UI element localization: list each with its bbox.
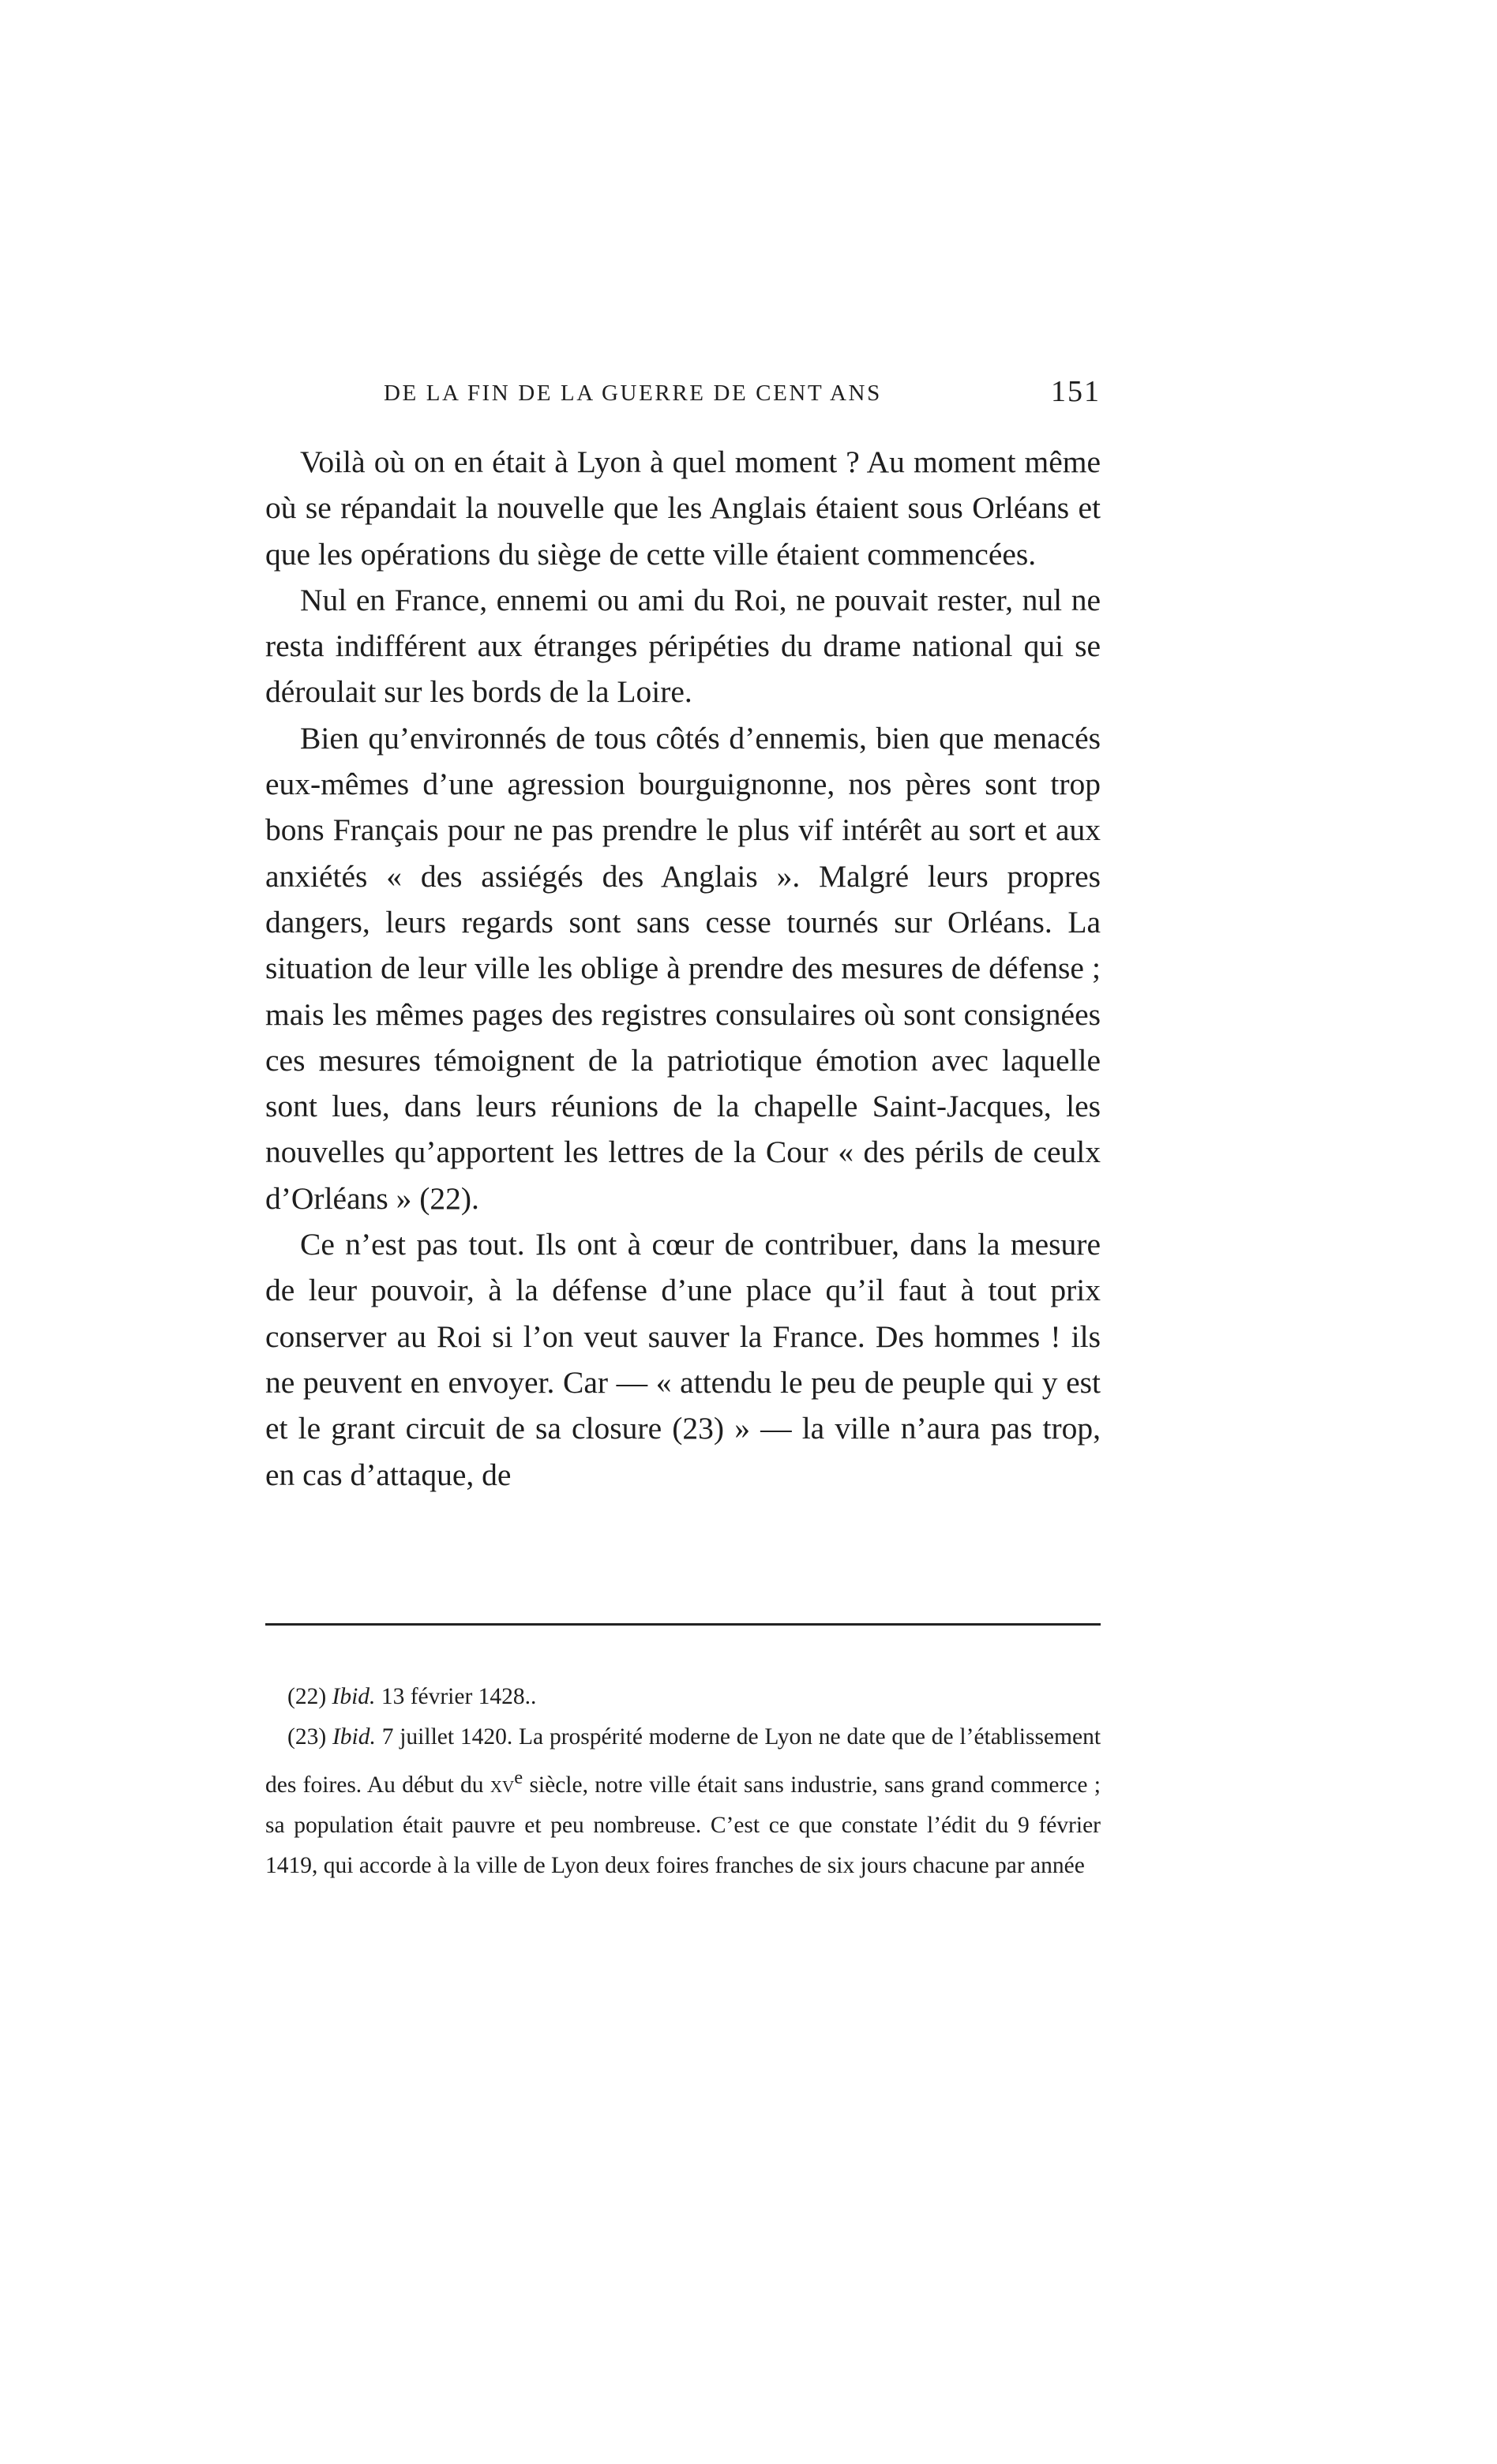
running-head <box>384 376 1101 411</box>
footnote-23-text-after: siècle, notre ville était sans industrie, sans grand commerce ; sa population était pauvre et peu nombreuse. C’est ce que constate l’édit du 9 février 1419, qui accorde à la ville de Lyon deux foires franches de six jours chacune par année <box>265 1772 1101 1878</box>
footnote-22-text: 13 février 1428.. <box>381 1684 537 1709</box>
running-title: DE LA FIN DE LA GUERRE DE CENT ANS <box>384 381 882 406</box>
body-text <box>265 439 1101 1498</box>
footnotes <box>265 1677 1101 1886</box>
footnote-23-century-suffix: e <box>514 1767 523 1788</box>
footnote-23 <box>265 1717 1101 1886</box>
paragraph-2: Nul en France, ennemi ou ami du Roi, ne pouvait rester, nul ne resta indifférent aux étranges péripéties du drame national qui se déroulait sur les bords de la Loire. <box>265 582 1101 710</box>
footnote-23-century: xv <box>490 1772 515 1798</box>
page-number: 151 <box>1051 375 1101 408</box>
footnote-22-ibid: Ibid. <box>332 1684 376 1709</box>
footnote-separator <box>265 1623 1101 1626</box>
footnote-23-text-before: 7 juillet 1420. La prospérité moderne de Lyon ne date que de l’établissement des foires. Au début du <box>265 1724 1101 1798</box>
paragraph-1: Voilà où on en était à Lyon à quel moment ? Au moment même où se répandait la nouvelle que les Anglais étaient sous Orléans et que les opérations du siège de cette ville étaient commencées. <box>265 444 1101 572</box>
footnote-23-number: (23) <box>287 1724 327 1750</box>
footnote-22 <box>265 1677 1101 1717</box>
footnote-23-ibid: Ibid. <box>332 1724 376 1750</box>
paragraph-4: Ce n’est pas tout. Ils ont à cœur de contribuer, dans la mesure de leur pouvoir, à la défense d’une place qu’il faut à tout prix conserver au Roi si l’on veut sauver la France. Des hommes ! ils ne peuvent en envoyer. Car — « attendu le peu de peuple qui y est et le grant circuit de sa closure (23) » — la ville n’aura pas trop, en cas d’attaque, de <box>265 1227 1101 1492</box>
footnote-22-number: (22) <box>287 1684 327 1709</box>
paragraph-3: Bien qu’environnés de tous côtés d’ennemis, bien que menacés eux-mêmes d’une agression bourguignonne, nos pères sont trop bons Français pour ne pas prendre le plus vif intérêt au sort et aux anxiétés « des assiégés des Anglais ». Malgré leurs propres dangers, leurs regards sont sans cesse tournés sur Orléans. La situation de leur ville les oblige à prendre des mesures de défense ; mais les mêmes pages des registres consulaires où sont consignées ces mesures témoignent de la patriotique émotion avec laquelle sont lues, dans leurs réunions de la chapelle Saint-Jacques, les nouvelles qu’apportent les lettres de la Cour « des périls de ceulx d’Orléans » (22). <box>265 720 1101 1216</box>
